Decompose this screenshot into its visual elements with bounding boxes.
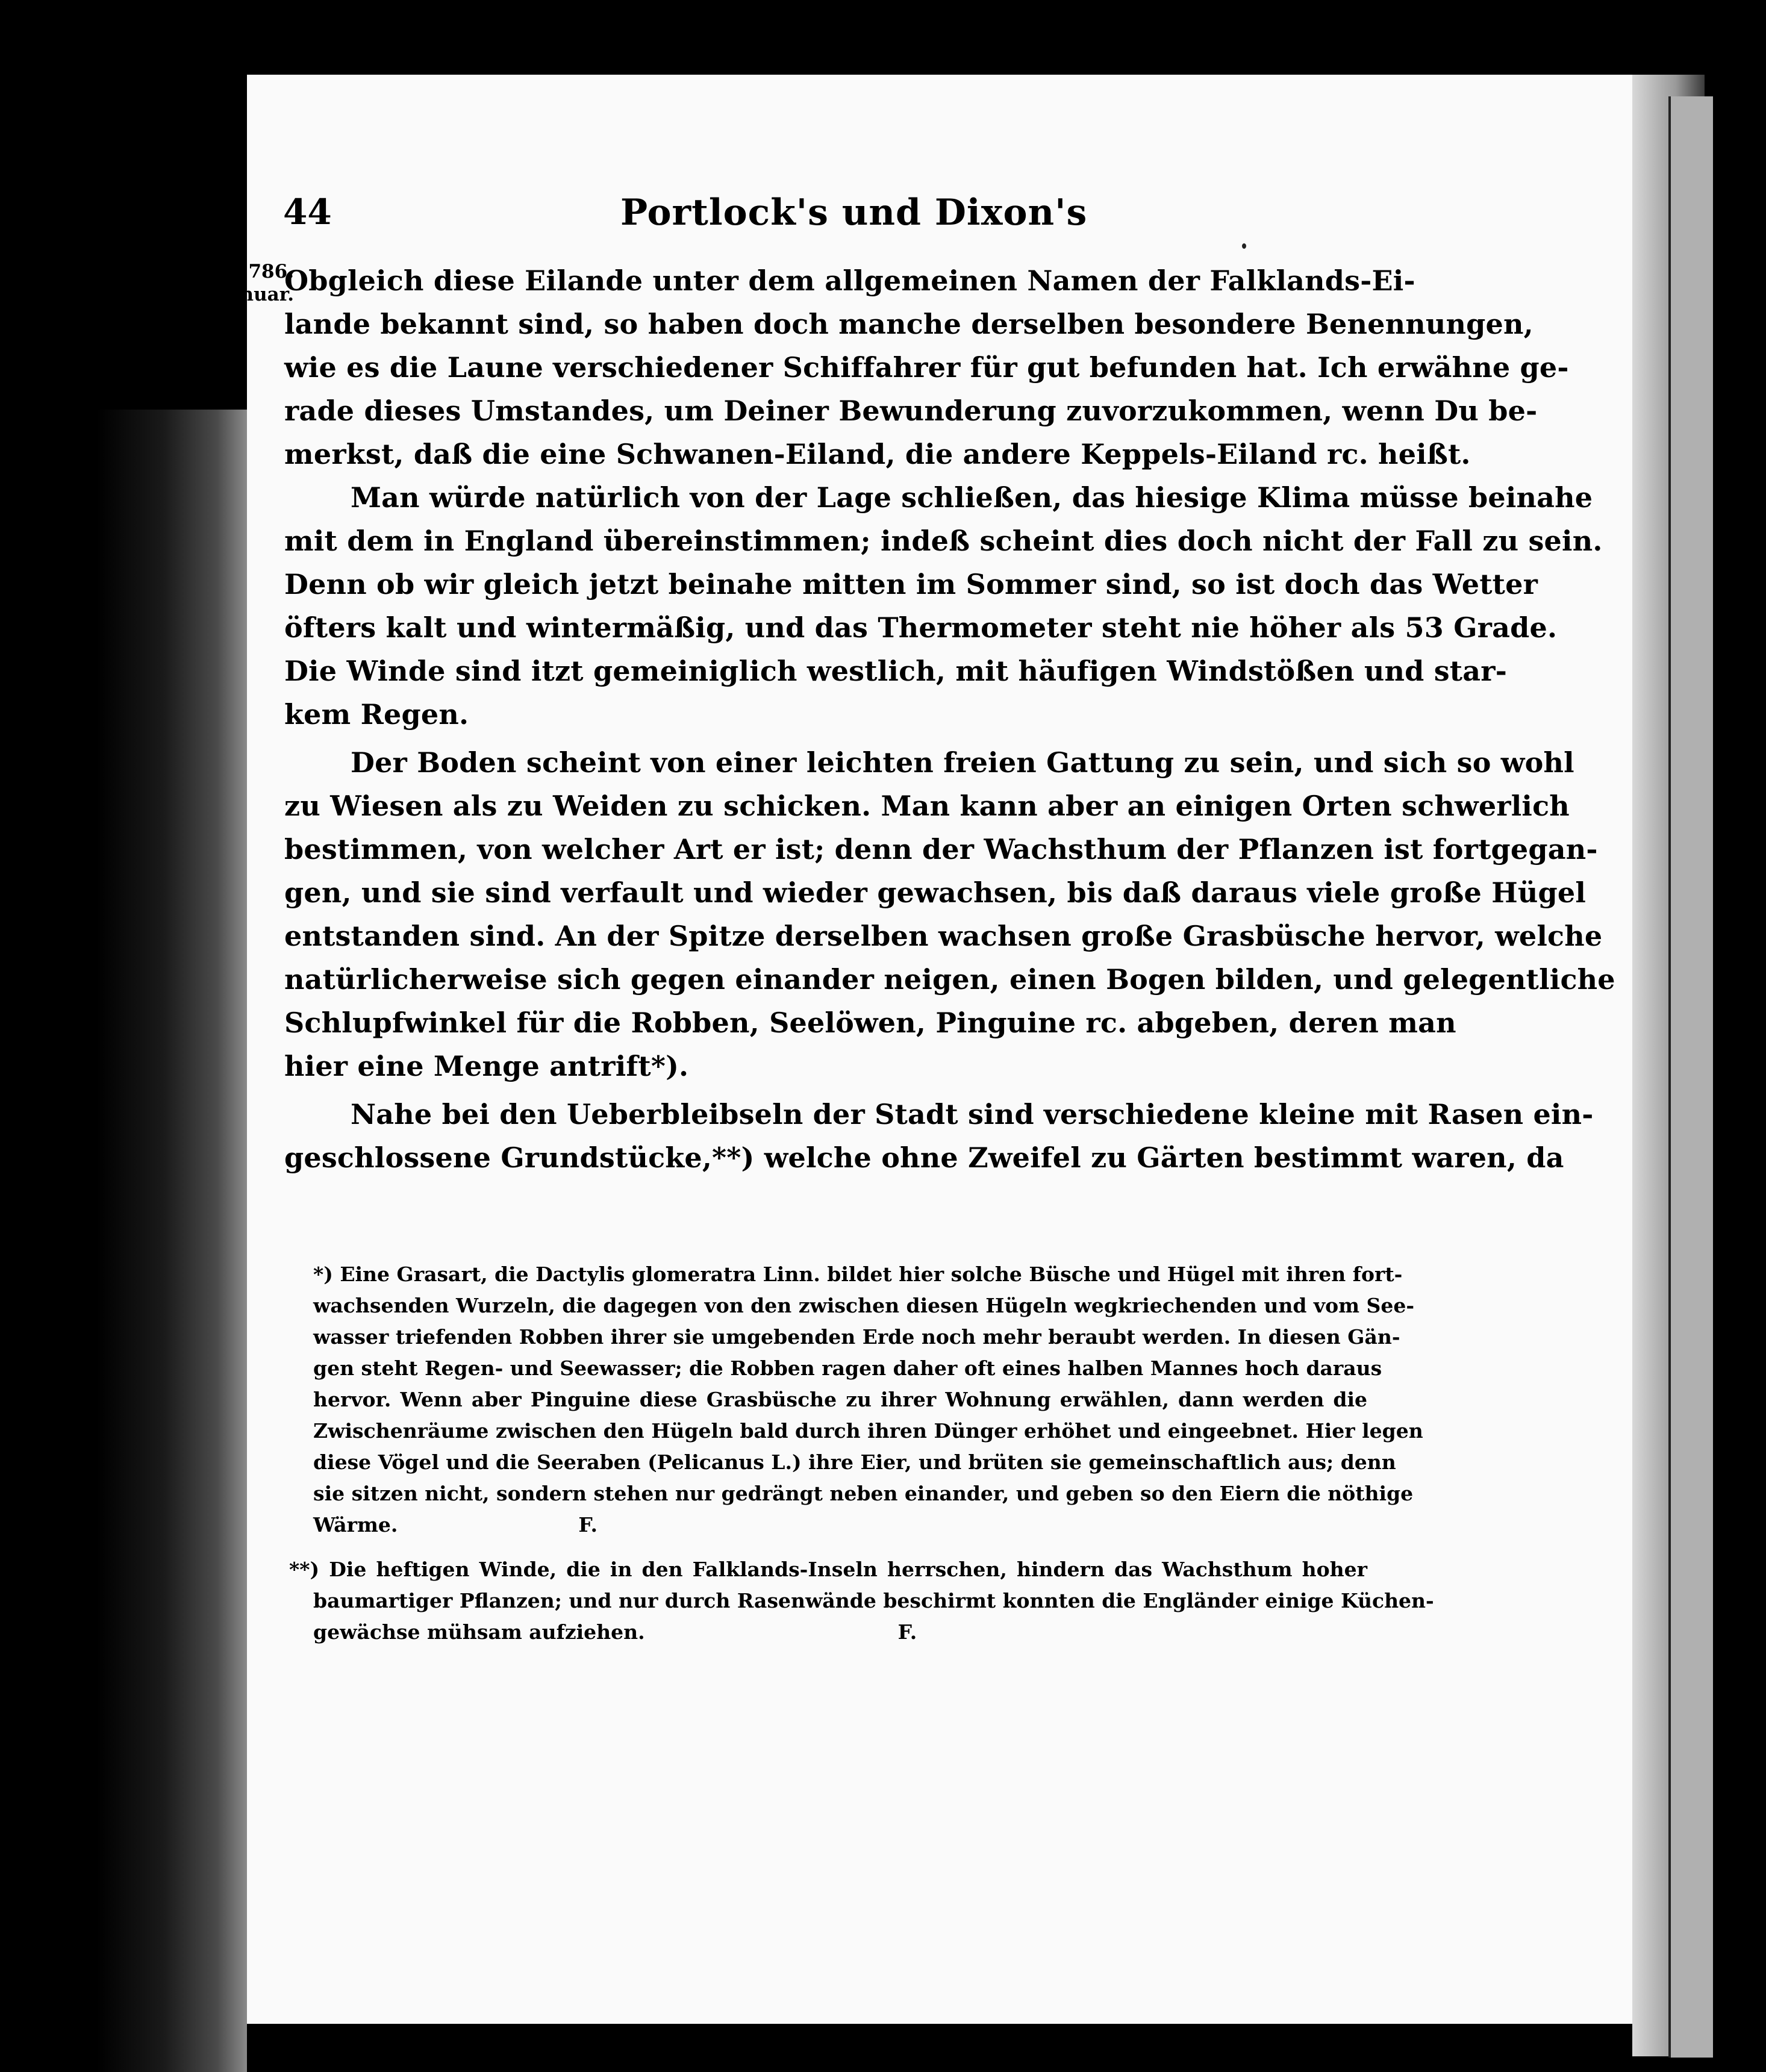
text-line: wie es die Laune verschiedener Schiffahrer für gut befunden hat. Ich erwähne ge-: [284, 351, 1569, 384]
footnote: [289, 1554, 1434, 1648]
text-line: merkst, daß die eine Schwanen-Eiland, die andere Keppels-Eiland rc. heißt.: [284, 438, 1471, 470]
footnote-line: *) Eine Grasart, die Dactylis glomeratra Linn. bildet hier solche Büsche und Hügel mit ihren fort-: [313, 1262, 1403, 1286]
paragraph: [284, 476, 1603, 736]
footnote-text: Wärme.: [313, 1513, 398, 1537]
running-title: Portlock's und Dixon's: [620, 192, 1088, 234]
text-line: Die Winde sind itzt gemeiniglich westlich, mit häufigen Windstößen und star-: [284, 655, 1507, 687]
next-page-strip: [1668, 96, 1713, 2058]
margin-note-month: Januar.: [219, 284, 294, 305]
footnote-line: hervor. Wenn aber Pinguine diese Grasbüsche zu ihrer Wohnung erwählen, dann werden die: [313, 1388, 1367, 1411]
footnote-signature: F.: [897, 1620, 917, 1644]
paragraph: [284, 1093, 1594, 1179]
ink-speck: [1242, 243, 1246, 249]
text-line: Nahe bei den Ueberbleibseln der Stadt sind verschiedene kleine mit Rasen ein-: [351, 1098, 1594, 1131]
text-line: lande bekannt sind, so haben doch manche derselben besondere Benennungen,: [284, 308, 1534, 340]
text-line: natürlicherweise sich gegen einander neigen, einen Bogen bilden, und gelegentliche: [284, 963, 1615, 996]
page-header: [283, 192, 1211, 240]
text-line: entstanden sind. An der Spitze derselben wachsen große Grasbüsche hervor, welche: [284, 920, 1603, 952]
footnote-line: diese Vögel und die Seeraben (Pelicanus L.) ihre Eier, und brüten sie gemeinschaftlich aus; denn: [313, 1450, 1396, 1474]
text-line: Obgleich diese Eilande unter dem allgemeinen Namen der Falklands-Ei-: [284, 264, 1415, 297]
footnote-line: gen steht Regen- und Seewasser; die Robben ragen daher oft eines halben Mannes hoch daraus: [313, 1356, 1382, 1380]
paragraph: [284, 741, 1615, 1088]
text-line: Denn ob wir gleich jetzt beinahe mitten im Sommer sind, so ist doch das Wetter: [284, 568, 1538, 601]
text-line: bestimmen, von welcher Art er ist; denn der Wachsthum der Pflanzen ist fortgegan-: [284, 833, 1598, 866]
footnote-signature: F.: [578, 1513, 598, 1537]
text-line: hier eine Menge antrift*).: [284, 1050, 689, 1082]
footnote-line-last: [289, 1509, 1367, 1541]
text-line: öfters kalt und wintermäßig, und das Thermometer steht nie höher als 53 Grade.: [284, 611, 1558, 644]
text-line: Man würde natürlich von der Lage schließen, das hiesige Klima müsse beinahe: [351, 481, 1593, 514]
footnote-line: wasser triefenden Robben ihrer sie umgebenden Erde noch mehr beraubt werden. In diesen Gän-: [313, 1325, 1400, 1349]
text-line: gen, und sie sind verfault und wieder gewachsen, bis daß daraus viele große Hügel: [284, 876, 1587, 909]
footnote-line: baumartiger Pflanzen; und nur durch Rasenwände beschirmt konnten die Engländer einige Küchen-: [313, 1589, 1434, 1612]
margin-note-date: [186, 260, 294, 306]
footnote-text: gewächse mühsam aufziehen.: [313, 1620, 645, 1644]
footnote-line: wachsenden Wurzeln, die dagegen von den zwischen diesen Hügeln wegkriechenden und vom See-: [313, 1294, 1415, 1317]
paragraph: [284, 259, 1569, 476]
margin-note-year: 1786.: [235, 261, 294, 282]
text-line: Der Boden scheint von einer leichten freien Gattung zu sein, und sich so wohl: [351, 746, 1574, 779]
footnote-line: Zwischenräume zwischen den Hügeln bald durch ihren Dünger erhöhet und eingeebnet. Hier legen: [313, 1419, 1423, 1443]
text-line: Schlupfwinkel für die Robben, Seelöwen, Pinguine rc. abgeben, deren man: [284, 1006, 1456, 1039]
text-line: rade dieses Umstandes, um Deiner Bewunderung zuvorzukommen, wenn Du be-: [284, 395, 1538, 427]
text-line: zu Wiesen als zu Weiden zu schicken. Man kann aber an einigen Orten schwerlich: [284, 790, 1570, 822]
page-number: 44: [283, 192, 332, 232]
footnote-line: sie sitzen nicht, sondern stehen nur gedrängt neben einander, und geben so den Eiern die nöthige: [313, 1482, 1414, 1505]
footnote: [289, 1259, 1423, 1541]
text-line: kem Regen.: [284, 698, 469, 731]
main-text: [284, 259, 1615, 1179]
book-gutter-left: [96, 410, 247, 2072]
footnote-line: **) Die heftigen Winde, die in den Falklands-Inseln herrschen, hindern das Wachsthum hoher: [289, 1558, 1367, 1581]
text-line: mit dem in England übereinstimmen; indeß scheint dies doch nicht der Fall zu sein.: [284, 525, 1603, 557]
text-line: geschlossene Grundstücke,**) welche ohne Zweifel zu Gärten bestimmt waren, da: [284, 1141, 1564, 1174]
footnote-line-last: [289, 1617, 1367, 1648]
footnotes: [289, 1259, 1434, 1648]
